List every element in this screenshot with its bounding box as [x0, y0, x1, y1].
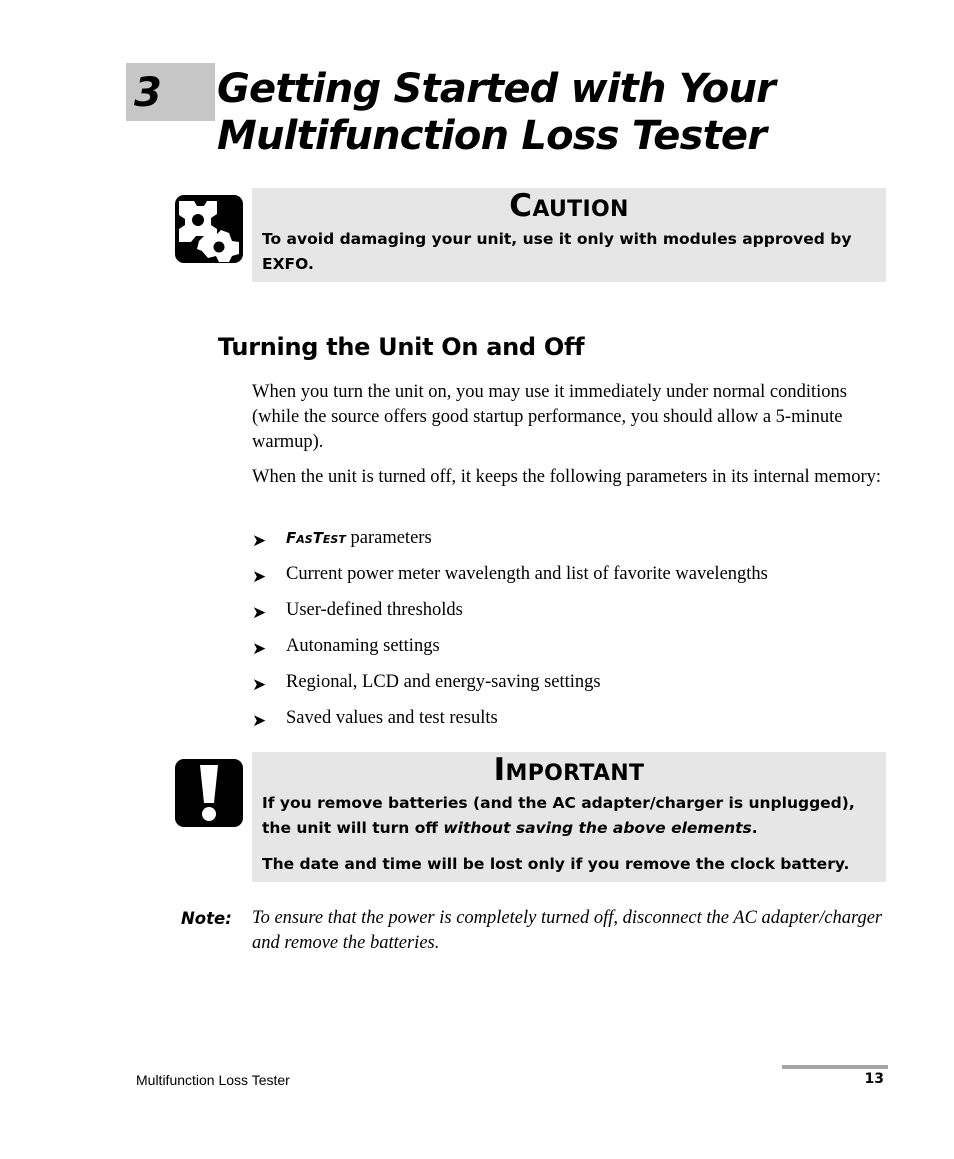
paragraph-power-off: When the unit is turned off, it keeps the following parameters in its internal memory: [252, 467, 882, 487]
important-box [252, 752, 886, 882]
arrow-bullet-icon: ➤ [252, 531, 267, 550]
section-title: Turning the Unit On and Off [218, 333, 585, 361]
caution-box [252, 188, 886, 282]
chapter-title [217, 66, 897, 160]
memory-parameters-list [252, 526, 892, 742]
note-text: To ensure that the power is completely turned off, disconnect the AC adapter/charger and remove the batteries. [252, 908, 883, 953]
chapter-title-line2: Multifunction Loss Tester [217, 113, 767, 159]
list-item-text: Autonaming settings [286, 636, 440, 656]
list-item [252, 598, 892, 634]
arrow-bullet-icon: ➤ [252, 603, 267, 622]
list-item [252, 634, 892, 670]
arrow-bullet-icon: ➤ [252, 639, 267, 658]
footer-title: Multifunction Loss Tester [136, 1072, 290, 1088]
important-text-batteries: If you remove batteries (and the AC adapter/charger is unplugged), the unit will turn off without saving the above elements. [262, 794, 855, 837]
exclamation-icon [175, 759, 243, 827]
fastest-name: FASTEST [286, 529, 346, 547]
list-item-text: User-defined thresholds [286, 600, 463, 620]
page-number: 13 [864, 1071, 884, 1087]
chapter-title-line1: Getting Started with Your [217, 66, 776, 112]
list-item-text: Saved values and test results [286, 708, 498, 728]
fastest-suffix: parameters [345, 528, 432, 548]
gears-caution-icon [175, 195, 243, 263]
list-item-text: Regional, LCD and energy-saving settings [286, 672, 601, 692]
chapter-number: 3 [134, 70, 162, 116]
paragraph-power-on: When you turn the unit on, you may use it immediately under normal conditions (while the source offers good startup performance, you should allow a 5-minute warmup). [252, 382, 847, 452]
arrow-bullet-icon: ➤ [252, 567, 267, 586]
caution-text: To avoid damaging your unit, use it only with modules approved by EXFO. [262, 230, 852, 273]
list-item [252, 670, 892, 706]
list-item [252, 526, 892, 562]
arrow-bullet-icon: ➤ [252, 675, 267, 694]
list-item [252, 562, 892, 598]
caution-heading: CAUTION [509, 188, 629, 224]
list-item [252, 706, 892, 742]
arrow-bullet-icon: ➤ [252, 711, 267, 730]
list-item-text: Current power meter wavelength and list of favorite wavelengths [286, 564, 768, 584]
note-label: Note: [181, 909, 232, 928]
important-heading: IMPORTANT [493, 752, 645, 788]
important-text-clock: The date and time will be lost only if you remove the clock battery. [262, 855, 850, 873]
